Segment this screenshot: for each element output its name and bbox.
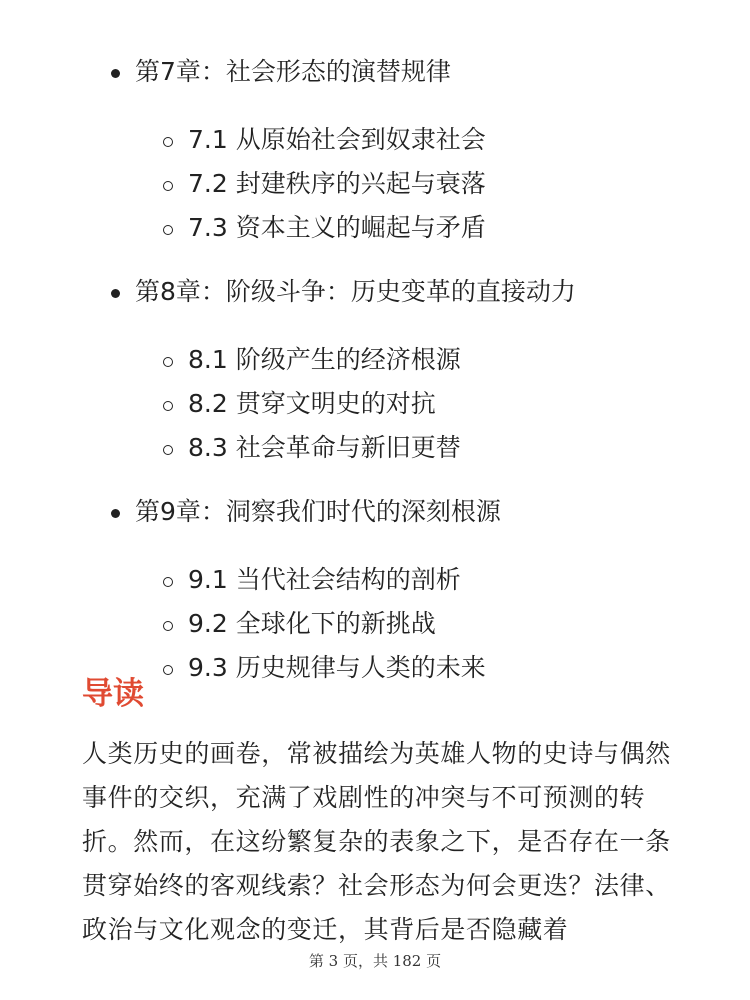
toc-section-item	[0, 604, 750, 648]
bullet-circle-icon	[163, 137, 173, 147]
bullet-circle-icon	[163, 621, 173, 631]
intro-heading: 导读	[82, 676, 144, 712]
toc-section-label: 8.3 社会革命与新旧更替	[188, 433, 461, 462]
toc-section-item	[0, 120, 750, 164]
toc-section-item	[0, 208, 750, 252]
bullet-circle-icon	[163, 181, 173, 191]
bullet-dot-icon	[111, 289, 120, 298]
toc-chapter-label: 第7章：社会形态的演替规律	[135, 57, 451, 86]
toc-section-item	[0, 340, 750, 384]
toc-group-chapter-8	[0, 272, 750, 472]
toc-group-chapter-7	[0, 52, 750, 252]
toc-section-item	[0, 164, 750, 208]
bullet-circle-icon	[163, 665, 173, 675]
table-of-contents	[0, 52, 750, 712]
toc-group-chapter-9	[0, 492, 750, 692]
toc-section-item	[0, 384, 750, 428]
toc-chapter-label: 第8章：阶级斗争：历史变革的直接动力	[135, 277, 576, 306]
page-number: 第 3 页，共 182 页	[308, 952, 442, 970]
intro-paragraph: 人类历史的画卷，常被描绘为英雄人物的史诗与偶然事件的交织，充满了戏剧性的冲突与不可预测的转折。然而，在这纷繁复杂的表象之下，是否存在一条贯穿始终的客观线索？社会形态为何会更迭？法律、政治与文化观念的变迁，其背后是否隐藏着	[82, 739, 671, 944]
toc-chapter-item	[0, 492, 750, 536]
toc-section-item	[0, 428, 750, 472]
toc-section-item	[0, 560, 750, 604]
bullet-dot-icon	[111, 69, 120, 78]
toc-section-label: 8.2 贯穿文明史的对抗	[188, 389, 436, 418]
toc-chapter-item	[0, 52, 750, 96]
toc-chapter-label: 第9章：洞察我们时代的深刻根源	[135, 497, 501, 526]
toc-section-label: 7.1 从原始社会到奴隶社会	[188, 125, 486, 154]
toc-section-label: 7.3 资本主义的崛起与矛盾	[188, 213, 486, 242]
bullet-dot-icon	[111, 509, 120, 518]
bullet-circle-icon	[163, 357, 173, 367]
bullet-circle-icon	[163, 577, 173, 587]
toc-section-label: 9.3 历史规律与人类的未来	[188, 653, 486, 682]
bullet-circle-icon	[163, 445, 173, 455]
toc-section-label: 7.2 封建秩序的兴起与衰落	[188, 169, 486, 198]
toc-section-label: 9.1 当代社会结构的剖析	[188, 565, 461, 594]
bullet-circle-icon	[163, 401, 173, 411]
toc-chapter-item	[0, 272, 750, 316]
toc-section-label: 9.2 全球化下的新挑战	[188, 609, 436, 638]
toc-section-label: 8.1 阶级产生的经济根源	[188, 345, 461, 374]
bullet-circle-icon	[163, 225, 173, 235]
